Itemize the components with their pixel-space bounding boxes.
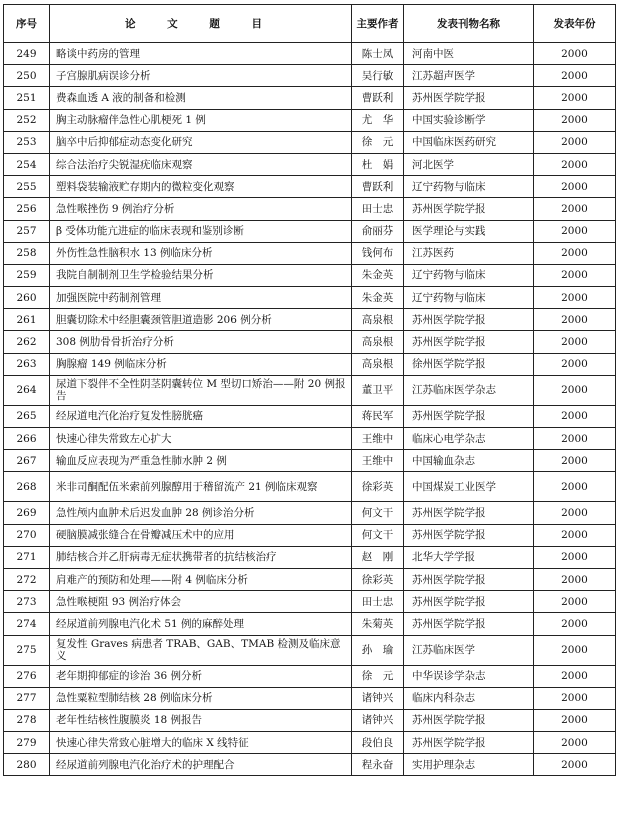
- header-author: 主要作者: [352, 5, 404, 43]
- row-number: 250: [4, 65, 50, 87]
- table-body: [4, 43, 616, 776]
- row-number: 261: [4, 309, 50, 331]
- row-title: 外伤性急性脑积水 13 例临床分析: [50, 242, 352, 264]
- row-title: 经尿道前列腺电汽化治疗术的护理配合: [50, 754, 352, 776]
- row-author: 赵 刚: [352, 546, 404, 568]
- table-row: [4, 732, 616, 754]
- row-year: 2000: [534, 709, 616, 731]
- row-journal: 江苏医药: [404, 242, 534, 264]
- table-row: [4, 176, 616, 198]
- row-journal: 苏州医学院学报: [404, 198, 534, 220]
- row-year: 2000: [534, 613, 616, 635]
- row-number: 258: [4, 242, 50, 264]
- row-number: 255: [4, 176, 50, 198]
- row-author: 钱何布: [352, 242, 404, 264]
- row-title: 肩难产的预防和处理——附 4 例临床分析: [50, 568, 352, 590]
- row-title: 米非司酮配伍米索前列腺醇用于稽留流产 21 例临床观察: [50, 472, 352, 502]
- table-row: [4, 709, 616, 731]
- row-author: 高泉根: [352, 353, 404, 375]
- row-author: 尤 华: [352, 109, 404, 131]
- row-number: 253: [4, 131, 50, 153]
- row-journal: 河南中医: [404, 43, 534, 65]
- row-year: 2000: [534, 242, 616, 264]
- row-number: 257: [4, 220, 50, 242]
- row-title: 复发性 Graves 病患者 TRAB、GAB、TMAB 检测及临床意义: [50, 635, 352, 665]
- row-title: 快速心律失常致心脏增大的临床 X 线特征: [50, 732, 352, 754]
- row-number: 256: [4, 198, 50, 220]
- row-author: 孙 瑜: [352, 635, 404, 665]
- row-year: 2000: [534, 472, 616, 502]
- row-author: 曹跃利: [352, 176, 404, 198]
- row-title: 急性颅内血肿术后迟发血肿 28 例诊治分析: [50, 502, 352, 524]
- table-row: [4, 450, 616, 472]
- table-row: [4, 309, 616, 331]
- row-author: 吴行敏: [352, 65, 404, 87]
- row-journal: 中国输血杂志: [404, 450, 534, 472]
- table-row: [4, 331, 616, 353]
- table-row: [4, 524, 616, 546]
- row-journal: 徐州医学院学报: [404, 353, 534, 375]
- row-title: 急性喉梗阻 93 例治疗体会: [50, 591, 352, 613]
- table-row: [4, 220, 616, 242]
- row-year: 2000: [534, 220, 616, 242]
- row-author: 高泉根: [352, 331, 404, 353]
- row-journal: 苏州医学院学报: [404, 331, 534, 353]
- row-number: 262: [4, 331, 50, 353]
- row-journal: 中国临床医药研究: [404, 131, 534, 153]
- row-number: 269: [4, 502, 50, 524]
- row-journal: 辽宁药物与临床: [404, 264, 534, 286]
- header-journal: 发表刊物名称: [404, 5, 534, 43]
- table-row: [4, 613, 616, 635]
- row-author: 诸钟兴: [352, 709, 404, 731]
- row-number: 280: [4, 754, 50, 776]
- table-row: [4, 375, 616, 405]
- row-title: 急性喉挫伤 9 例治疗分析: [50, 198, 352, 220]
- row-author: 田士忠: [352, 591, 404, 613]
- table-row: [4, 198, 616, 220]
- row-title: 经尿道前列腺电汽化术 51 例的麻醉处理: [50, 613, 352, 635]
- row-number: 276: [4, 665, 50, 687]
- row-year: 2000: [534, 65, 616, 87]
- row-number: 277: [4, 687, 50, 709]
- row-author: 徐 元: [352, 665, 404, 687]
- table-row: [4, 568, 616, 590]
- row-author: 高泉根: [352, 309, 404, 331]
- row-journal: 临床内科杂志: [404, 687, 534, 709]
- row-author: 何文干: [352, 502, 404, 524]
- row-title: 胸主动脉瘤伴急性心肌梗死 1 例: [50, 109, 352, 131]
- table-row: [4, 635, 616, 665]
- row-year: 2000: [534, 375, 616, 405]
- row-year: 2000: [534, 591, 616, 613]
- table-row: [4, 591, 616, 613]
- row-author: 王维中: [352, 450, 404, 472]
- row-author: 陈士凤: [352, 43, 404, 65]
- row-number: 266: [4, 428, 50, 450]
- row-title: 我院自制制剂卫生学检验结果分析: [50, 264, 352, 286]
- table-row: [4, 665, 616, 687]
- header-no: 序号: [4, 5, 50, 43]
- row-number: 268: [4, 472, 50, 502]
- row-year: 2000: [534, 131, 616, 153]
- row-journal: 实用护理杂志: [404, 754, 534, 776]
- row-journal: 苏州医学院学报: [404, 613, 534, 635]
- row-title: 胆囊切除术中经胆囊颈管胆道造影 206 例分析: [50, 309, 352, 331]
- row-journal: 苏州医学院学报: [404, 405, 534, 427]
- row-journal: 苏州医学院学报: [404, 568, 534, 590]
- row-number: 274: [4, 613, 50, 635]
- row-journal: 江苏临床医学杂志: [404, 375, 534, 405]
- row-year: 2000: [534, 43, 616, 65]
- row-author: 何文干: [352, 524, 404, 546]
- row-number: 264: [4, 375, 50, 405]
- table-row: [4, 109, 616, 131]
- row-number: 265: [4, 405, 50, 427]
- row-author: 程永奋: [352, 754, 404, 776]
- row-title: 塑料袋装输液贮存期内的微粒变化观察: [50, 176, 352, 198]
- row-author: 朱菊英: [352, 613, 404, 635]
- row-year: 2000: [534, 546, 616, 568]
- row-journal: 北华大学学报: [404, 546, 534, 568]
- row-number: 275: [4, 635, 50, 665]
- row-title: β 受体功能亢进症的临床表现和鉴别诊断: [50, 220, 352, 242]
- table-row: [4, 131, 616, 153]
- row-year: 2000: [534, 153, 616, 175]
- row-year: 2000: [534, 754, 616, 776]
- row-year: 2000: [534, 568, 616, 590]
- row-author: 朱金英: [352, 287, 404, 309]
- row-year: 2000: [534, 87, 616, 109]
- row-number: 267: [4, 450, 50, 472]
- row-number: 279: [4, 732, 50, 754]
- row-journal: 江苏超声医学: [404, 65, 534, 87]
- row-year: 2000: [534, 109, 616, 131]
- row-author: 董卫平: [352, 375, 404, 405]
- row-year: 2000: [534, 635, 616, 665]
- row-journal: 医学理论与实践: [404, 220, 534, 242]
- table-row: [4, 87, 616, 109]
- table-row: [4, 242, 616, 264]
- row-journal: 中国实验诊断学: [404, 109, 534, 131]
- row-number: 272: [4, 568, 50, 590]
- row-journal: 苏州医学院学报: [404, 502, 534, 524]
- row-number: 252: [4, 109, 50, 131]
- table-row: [4, 405, 616, 427]
- row-year: 2000: [534, 502, 616, 524]
- table-row: [4, 472, 616, 502]
- row-year: 2000: [534, 264, 616, 286]
- row-author: 杜 娟: [352, 153, 404, 175]
- row-title: 快速心律失常致左心扩大: [50, 428, 352, 450]
- row-number: 263: [4, 353, 50, 375]
- row-year: 2000: [534, 198, 616, 220]
- row-number: 278: [4, 709, 50, 731]
- row-year: 2000: [534, 428, 616, 450]
- table-row: [4, 546, 616, 568]
- table-row: [4, 264, 616, 286]
- row-year: 2000: [534, 353, 616, 375]
- row-author: 诸钟兴: [352, 687, 404, 709]
- row-number: 270: [4, 524, 50, 546]
- table-row: [4, 153, 616, 175]
- row-journal: 临床心电学杂志: [404, 428, 534, 450]
- row-number: 249: [4, 43, 50, 65]
- row-author: 徐 元: [352, 131, 404, 153]
- row-author: 蒋民军: [352, 405, 404, 427]
- row-title: 胸腺瘤 149 例临床分析: [50, 353, 352, 375]
- row-author: 朱金英: [352, 264, 404, 286]
- publications-table: [3, 4, 616, 776]
- table-row: [4, 754, 616, 776]
- row-title: 老年性结核性腹膜炎 18 例报告: [50, 709, 352, 731]
- row-title: 经尿道电汽化治疗复发性膀胱癌: [50, 405, 352, 427]
- row-title: 子宫腺肌病误诊分析: [50, 65, 352, 87]
- row-journal: 苏州医学院学报: [404, 732, 534, 754]
- row-journal: 中国煤炭工业医学: [404, 472, 534, 502]
- row-title: 硬脑膜减张缝合在骨瓣减压术中的应用: [50, 524, 352, 546]
- row-number: 273: [4, 591, 50, 613]
- row-journal: 河北医学: [404, 153, 534, 175]
- table-row: [4, 687, 616, 709]
- row-title: 综合法治疗尖锐湿疣临床观察: [50, 153, 352, 175]
- row-number: 251: [4, 87, 50, 109]
- table-row: [4, 43, 616, 65]
- row-title: 加强医院中药制剂管理: [50, 287, 352, 309]
- row-journal: 苏州医学院学报: [404, 524, 534, 546]
- row-year: 2000: [534, 287, 616, 309]
- row-title: 急性粟粒型肺结核 28 例临床分析: [50, 687, 352, 709]
- row-author: 徐彩英: [352, 568, 404, 590]
- header-title: 论 文 题 目: [50, 5, 352, 43]
- row-author: 俞丽芬: [352, 220, 404, 242]
- row-year: 2000: [534, 524, 616, 546]
- row-journal: 苏州医学院学报: [404, 709, 534, 731]
- row-year: 2000: [534, 331, 616, 353]
- row-author: 徐彩英: [352, 472, 404, 502]
- row-title: 略谈中药房的管理: [50, 43, 352, 65]
- row-number: 259: [4, 264, 50, 286]
- row-author: 曹跃利: [352, 87, 404, 109]
- row-author: 王维中: [352, 428, 404, 450]
- row-journal: 苏州医学院学报: [404, 591, 534, 613]
- table-row: [4, 502, 616, 524]
- row-year: 2000: [534, 405, 616, 427]
- row-year: 2000: [534, 732, 616, 754]
- row-journal: 江苏临床医学: [404, 635, 534, 665]
- row-year: 2000: [534, 450, 616, 472]
- row-number: 254: [4, 153, 50, 175]
- row-title: 脑卒中后抑郁症动态变化研究: [50, 131, 352, 153]
- row-year: 2000: [534, 176, 616, 198]
- row-journal: 中华误诊学杂志: [404, 665, 534, 687]
- table-row: [4, 287, 616, 309]
- row-title: 老年期抑郁症的诊治 36 例分析: [50, 665, 352, 687]
- row-title: 输血反应表现为严重急性肺水肿 2 例: [50, 450, 352, 472]
- row-author: 田士忠: [352, 198, 404, 220]
- row-journal: 苏州医学院学报: [404, 87, 534, 109]
- header-year: 发表年份: [534, 5, 616, 43]
- row-number: 271: [4, 546, 50, 568]
- row-year: 2000: [534, 665, 616, 687]
- table-row: [4, 65, 616, 87]
- header-row: [4, 5, 616, 43]
- row-title: 尿道下裂伴不全性阴茎阴囊转位 M 型切口矫治——附 20 例报告: [50, 375, 352, 405]
- row-year: 2000: [534, 687, 616, 709]
- row-title: 肺结核合并乙肝病毒无症状携带者的抗结核治疗: [50, 546, 352, 568]
- table-row: [4, 353, 616, 375]
- row-title: 费森血透 A 液的制备和检测: [50, 87, 352, 109]
- row-year: 2000: [534, 309, 616, 331]
- row-journal: 辽宁药物与临床: [404, 176, 534, 198]
- row-journal: 辽宁药物与临床: [404, 287, 534, 309]
- row-number: 260: [4, 287, 50, 309]
- row-author: 段伯良: [352, 732, 404, 754]
- table-row: [4, 428, 616, 450]
- row-journal: 苏州医学院学报: [404, 309, 534, 331]
- row-title: 308 例肋骨骨折治疗分析: [50, 331, 352, 353]
